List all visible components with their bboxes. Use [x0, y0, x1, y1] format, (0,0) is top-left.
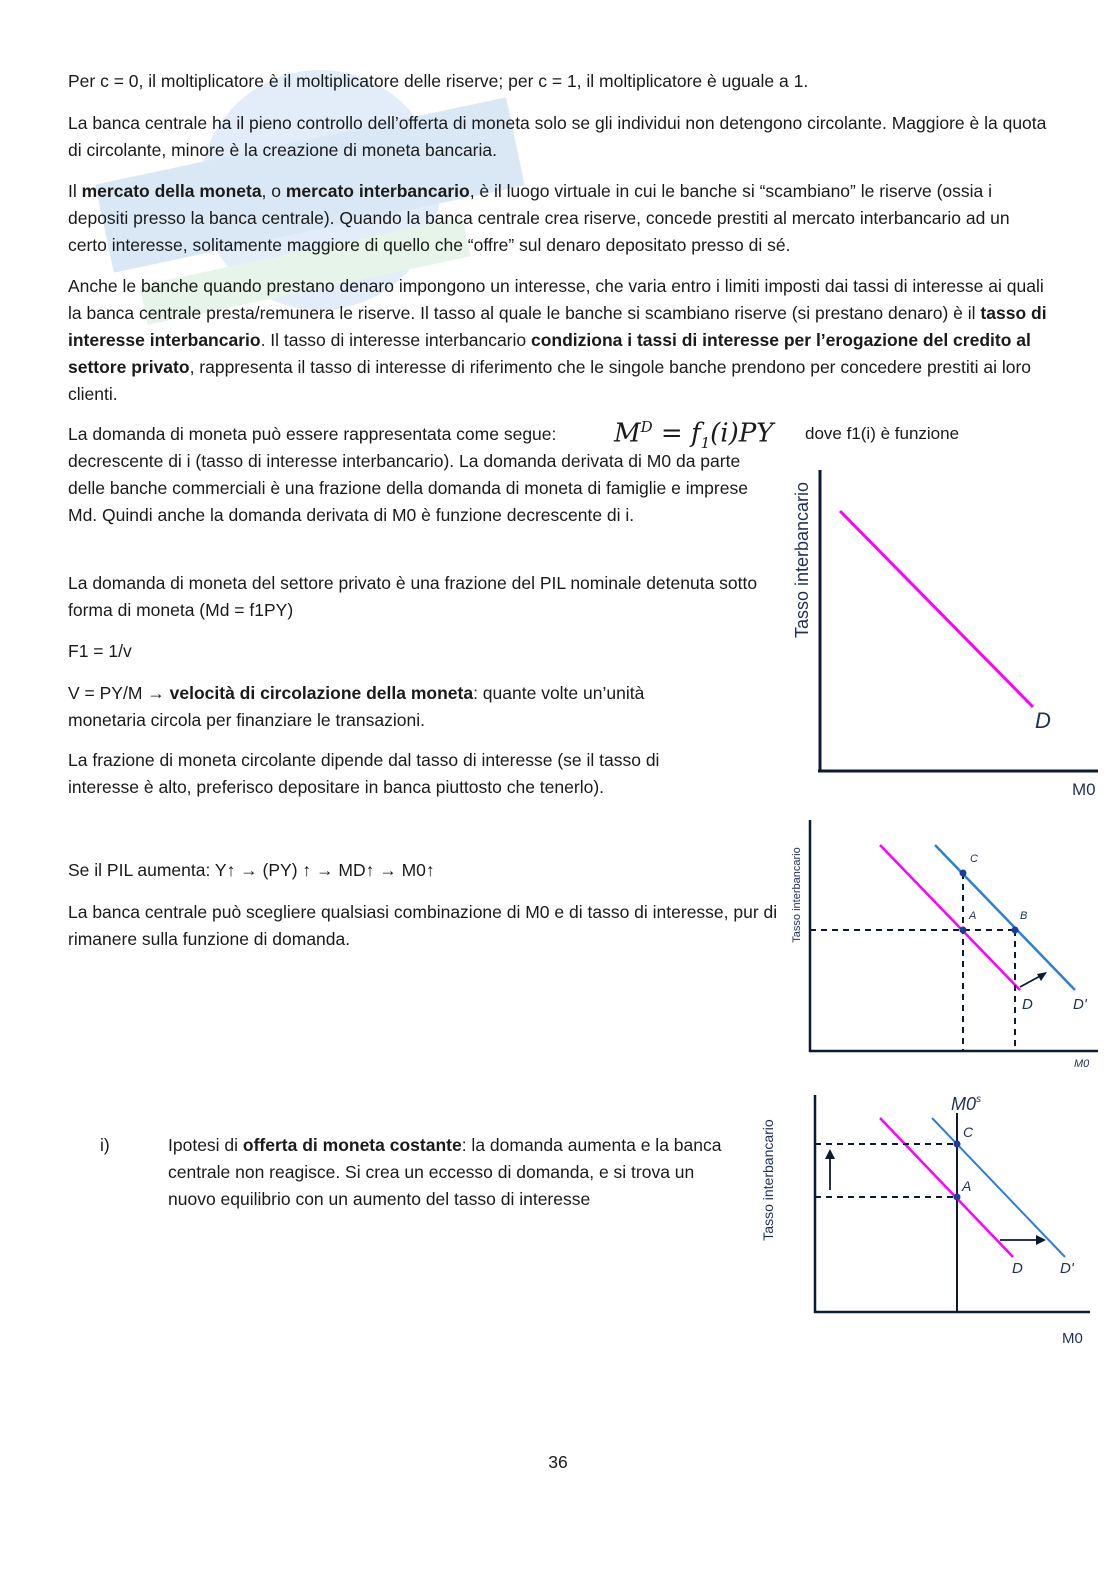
chart2-label-d: D	[1022, 996, 1033, 1013]
chart3-rate-up-arrowhead	[825, 1149, 835, 1159]
term-mercato-moneta: mercato della moneta	[81, 181, 262, 201]
chart2-ylabel: Tasso interbancario	[791, 847, 803, 943]
paragraph-3	[68, 178, 1048, 259]
paragraph-3-text: , o	[261, 181, 286, 201]
chart3-supply-label-base: M0	[951, 1094, 977, 1114]
chart1-curve-label: D	[1035, 708, 1051, 733]
chart3-point-a	[954, 1194, 961, 1201]
paragraph-8	[68, 680, 718, 734]
chart3-demand-D	[880, 1118, 1013, 1257]
chart-demand-shift	[780, 815, 1110, 1075]
chart3-label-c: C	[963, 1124, 974, 1140]
chart3-supply-label	[951, 1094, 981, 1114]
chart2-point-a	[960, 927, 967, 934]
money-demand-equation	[614, 418, 773, 452]
list-item-number: i)	[100, 1135, 110, 1155]
paragraph-3-text: , è il luogo virtuale in cui le banche si “scambiano” le riserve (ossia i depositi presso la banca centrale). Quando la banca centrale crea riserve, concede prestiti al mercato interbancario ad un certo interesse, solitamente maggiore di quello che “offre” sul denaro depositato presso di sé.	[68, 181, 1010, 255]
term-offerta-costante: offerta di moneta costante	[242, 1135, 462, 1155]
chart2-point-c	[960, 870, 967, 877]
chart1-ylabel: Tasso interbancario	[792, 481, 812, 639]
chart2-label-a: A	[969, 910, 977, 922]
equation-note: dove f1(i) è funzione	[805, 424, 960, 443]
arrow-icon: →	[147, 683, 165, 703]
list-item-text-part: Ipotesi di	[168, 1135, 243, 1155]
paragraph-11: La banca centrale può scegliere qualsiasi combinazione di M0 e di tasso di interesse, pur di rimanere sulla funzione di domanda.	[68, 902, 778, 949]
paragraph-1: Per c = 0, il moltiplicatore è il moltiplicatore delle riserve; per c = 1, il moltiplicatore è uguale a 1.	[68, 71, 809, 91]
term-mercato-interbancario: mercato interbancario	[285, 181, 470, 201]
paragraph-4-text: , rappresenta il tasso di interesse di riferimento che le singole banche prendono per concedere prestiti ai loro clienti.	[68, 357, 1032, 404]
paragraph-10: Se il PIL aumenta: Y↑ → (PY) ↑ → MD↑ → M0↑	[68, 860, 435, 880]
paragraph-4	[68, 273, 1048, 408]
chart-demand	[780, 460, 1110, 805]
paragraph-8-text: : quante volte un’unità monetaria circola per finanziare le transazioni.	[68, 683, 645, 730]
chart-constant-supply	[755, 1085, 1105, 1355]
eq-part: (i)PY	[710, 418, 774, 449]
list-item-text	[168, 1132, 728, 1213]
paragraph-7: F1 = 1/v	[68, 641, 132, 661]
chart2-point-b	[1012, 927, 1019, 934]
chart3-point-c	[954, 1141, 961, 1148]
chart3-demand-Dprime	[932, 1118, 1065, 1257]
paragraph-8-text: V = PY/M	[68, 683, 148, 703]
paragraph-4-text: Anche le banche quando prestano denaro impongono un interesse, che varia entro i limiti imposti dai tassi di interesse ai quali la banca centrale presta/remunera le riserve. Il tasso al quale le banche si scambiano riserve (si prestano denaro) è il	[68, 276, 1044, 323]
paragraph-2: La banca centrale ha il pieno controllo dell’offerta di moneta solo se gli individui non detengono circolante. Maggiore è la quota di circolante, minore è la creazione di moneta bancaria.	[68, 113, 1047, 160]
chart3-ylabel: Tasso interbancario	[760, 1119, 776, 1241]
chart3-xlabel: M0	[1062, 1330, 1083, 1347]
eq-sub: 1	[700, 433, 711, 452]
page-number: 36	[548, 1452, 568, 1472]
chart3-label-dprime: D'	[1060, 1260, 1074, 1277]
chart2-demand-D	[880, 845, 1020, 990]
paragraph-6: La domanda di moneta del settore privato è una frazione del PIL nominale detenuta sotto forma di moneta (Md = f1PY)	[68, 573, 758, 620]
paragraph-4-text: . Il tasso di interesse interbancario	[260, 330, 531, 350]
chart2-label-c: C	[970, 853, 978, 865]
chart2-label-dprime: D'	[1073, 996, 1087, 1013]
eq-part: = f	[652, 418, 701, 449]
paragraph-9: La frazione di moneta circolante dipende dal tasso di interesse (se il tasso di interesse è alto, preferisco depositare in banca piuttosto che tenerlo).	[68, 750, 660, 797]
chart3-label-a: A	[962, 1178, 972, 1194]
chart1-demand-curve	[840, 511, 1033, 707]
term-condiziona-tassi: condiziona i tassi di interesse per l’erogazione del credito al settore privato	[68, 330, 1031, 377]
list-item-text-part: : la domanda aumenta e la banca centrale non reagisce. Si crea un eccesso di domanda, e si trova un nuovo equilibrio con un aumento del tasso di interesse	[168, 1135, 722, 1209]
paragraph-3-text: Il	[68, 181, 82, 201]
term-velocita-circolazione: velocità di circolazione della moneta	[169, 683, 474, 703]
paragraph-5-continued: decrescente di i (tasso di interesse interbancario). La domanda derivata di M0 da parte delle banche commerciali è una frazione della domanda di moneta di famiglie e imprese Md. Quindi anche la domanda derivata di M0 è funzione decrescente di i.	[68, 451, 748, 525]
chart1-xlabel: M0	[1072, 780, 1096, 799]
eq-sup: D	[640, 418, 653, 436]
chart2-demand-Dprime	[935, 845, 1075, 990]
chart2-label-b: B	[1020, 910, 1028, 922]
chart3-supply-label-sup: s	[976, 1094, 982, 1105]
term-tasso-interbancario: tasso di interesse interbancario	[68, 303, 1047, 350]
chart3-label-d: D	[1012, 1260, 1023, 1277]
paragraph-5: La domanda di moneta può essere rappresentata come segue:	[68, 424, 557, 444]
eq-base: M	[614, 418, 641, 449]
chart2-shift-arrowhead	[1037, 972, 1047, 981]
chart2-xlabel: M0	[1074, 1058, 1090, 1070]
